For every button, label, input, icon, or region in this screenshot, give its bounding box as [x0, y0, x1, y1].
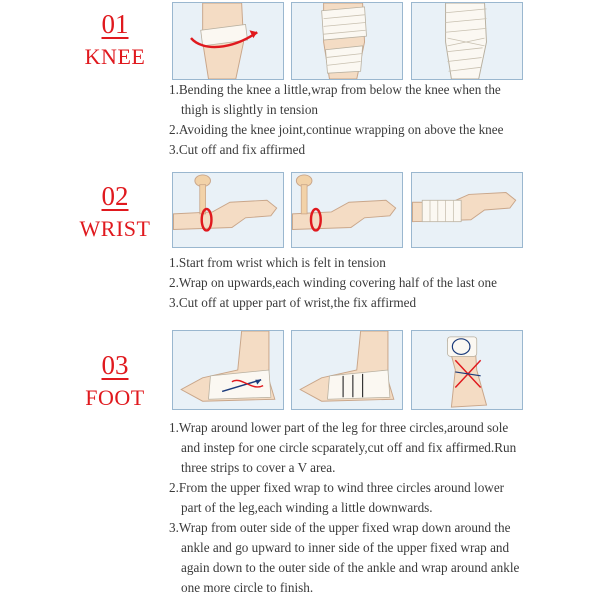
- knee-illustration-3: [411, 2, 523, 80]
- step-text: part of the leg,each winding a little downwards.: [181, 500, 433, 515]
- section-name: FOOT: [85, 385, 145, 410]
- section-label-wrist: [70, 182, 160, 242]
- wrist-steps: [169, 253, 589, 313]
- foot-illustration-2: [291, 330, 403, 410]
- wrist-step2-image: [292, 173, 402, 247]
- step-text: 1.Start from wrist which is felt in tension: [169, 255, 386, 270]
- step-text: one more circle to finish.: [181, 580, 314, 595]
- foot-illustration-3: [411, 330, 523, 410]
- knee-illustration-2: [291, 2, 403, 80]
- knee-steps: [169, 80, 589, 160]
- section-name: KNEE: [84, 44, 146, 69]
- section-number: 01: [101, 9, 129, 39]
- step-text: 3.Cut off at upper part of wrist,the fix affirmed: [169, 295, 417, 310]
- foot-illustration-1: [172, 330, 284, 410]
- foot-step3-image: [412, 331, 522, 409]
- section-name: WRIST: [79, 216, 151, 241]
- section-label-foot: [70, 351, 160, 411]
- step-text: 2.Wrap on upwards,each winding covering half of the last one: [169, 275, 497, 290]
- section-number: 02: [101, 181, 129, 211]
- step-text: 1.Wrap around lower part of the leg for three circles,around sole: [169, 420, 509, 435]
- foot-steps: [169, 418, 589, 598]
- section-label-knee: [70, 10, 160, 70]
- step-text: three strips to cover a V area.: [181, 460, 336, 475]
- step-text: 1.Bending the knee a little,wrap from below the knee when the: [169, 82, 501, 97]
- step-text: thigh is slightly in tension: [181, 102, 319, 117]
- step-text: 2.From the upper fixed wrap to wind three circles around lower: [169, 480, 505, 495]
- step-text: 3.Wrap from outer side of the upper fixed wrap down around the: [169, 520, 511, 535]
- knee-step3-image: [412, 3, 522, 79]
- knee-illustration-1: [172, 2, 284, 80]
- step-text: and instep for one circle scparately,cut off and fix affirmed.Run: [181, 440, 517, 455]
- wrist-illustration-2: [291, 172, 403, 248]
- foot-step2-image: [292, 331, 402, 409]
- section-number: 03: [101, 350, 129, 380]
- step-text: ankle and go upward to inner side of the upper fixed wrap and: [181, 540, 510, 555]
- step-text: 2.Avoiding the knee joint,continue wrapping on above the knee: [169, 122, 504, 137]
- wrist-step3-image: [412, 173, 522, 247]
- step-text: 3.Cut off and fix affirmed: [169, 142, 306, 157]
- wrist-illustration-3: [411, 172, 523, 248]
- wrist-step1-image: [173, 173, 283, 247]
- foot-step1-image: [173, 331, 283, 409]
- knee-step2-image: [292, 3, 402, 79]
- step-text: again down to the outer side of the ankle and wrap around ankle: [181, 560, 520, 575]
- knee-step1-image: [173, 3, 283, 79]
- wrist-illustration-1: [172, 172, 284, 248]
